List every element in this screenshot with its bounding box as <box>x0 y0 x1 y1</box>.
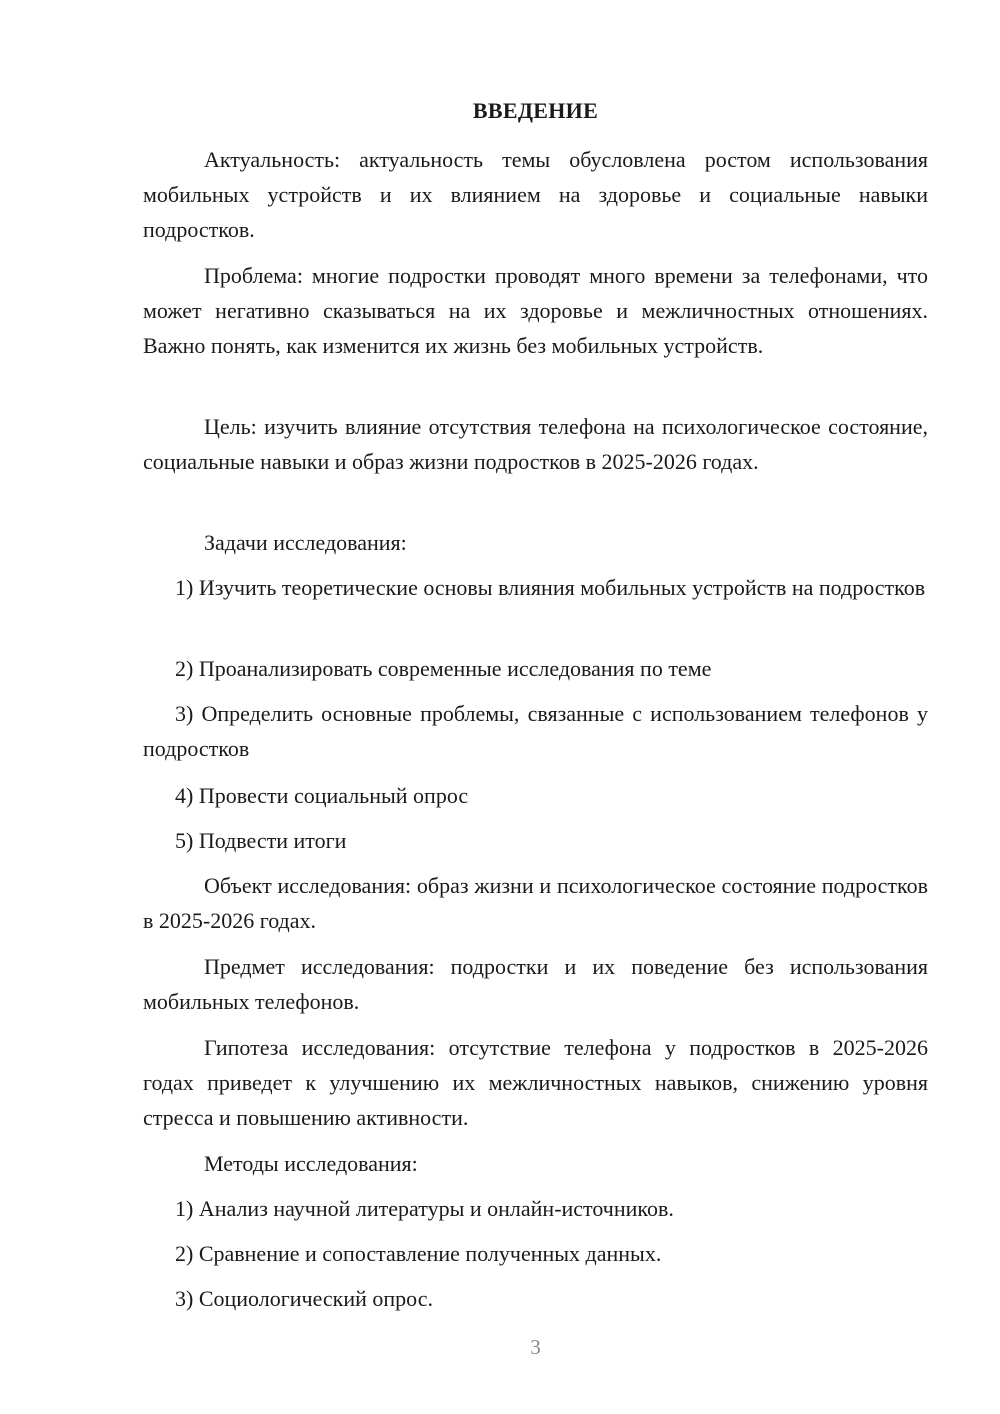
paragraph-methods-heading: Методы исследования: <box>204 1151 418 1176</box>
page-number: 3 <box>530 1335 541 1359</box>
paragraph-hypothesis: Гипотеза исследования: отсутствие телефона у подростков в 2025-2026 годах приведет к улучшению их межличностных навыков, снижению уровня стресса и повышению активности. <box>143 1035 928 1130</box>
task-item-5: 5) Подвести итоги <box>175 828 347 853</box>
paragraph-goal: Цель: изучить влияние отсутствия телефона на психологическое состояние, социальные навыки и образ жизни подростков в 2025-2026 годах. <box>143 414 928 474</box>
task-item-1: 1) Изучить теоретические основы влияния мобильных устройств на подростков <box>175 575 926 600</box>
paragraph-subject: Предмет исследования: подростки и их поведение без использования мобильных телефонов. <box>143 954 928 1014</box>
task-item-4: 4) Провести социальный опрос <box>175 783 469 808</box>
paragraph-problem: Проблема: многие подростки проводят много времени за телефонами, что может негативно сказываться на их здоровье и межличностных отношениях. Важно понять, как изменится их жизнь без мобильных устройств. <box>143 263 928 358</box>
task-item-3: 3) Определить основные проблемы, связанные с использованием телефонов у подростков <box>143 701 928 761</box>
paragraph-object: Объект исследования: образ жизни и психологическое состояние подростков в 2025-2026 годах. <box>143 873 928 933</box>
page-title: ВВЕДЕНИЕ <box>472 98 599 123</box>
paragraph-tasks-heading: Задачи исследования: <box>204 530 407 555</box>
method-item-1: 1) Анализ научной литературы и онлайн-источников. <box>175 1196 674 1221</box>
method-item-3: 3) Социологический опрос. <box>175 1286 433 1311</box>
method-item-2: 2) Сравнение и сопоставление полученных данных. <box>175 1241 662 1266</box>
task-item-2: 2) Проанализировать современные исследования по теме <box>175 656 712 681</box>
paragraph-relevance: Актуальность: актуальность темы обусловлена ростом использования мобильных устройств и их влиянием на здоровье и социальные навыки подростков. <box>143 147 928 242</box>
